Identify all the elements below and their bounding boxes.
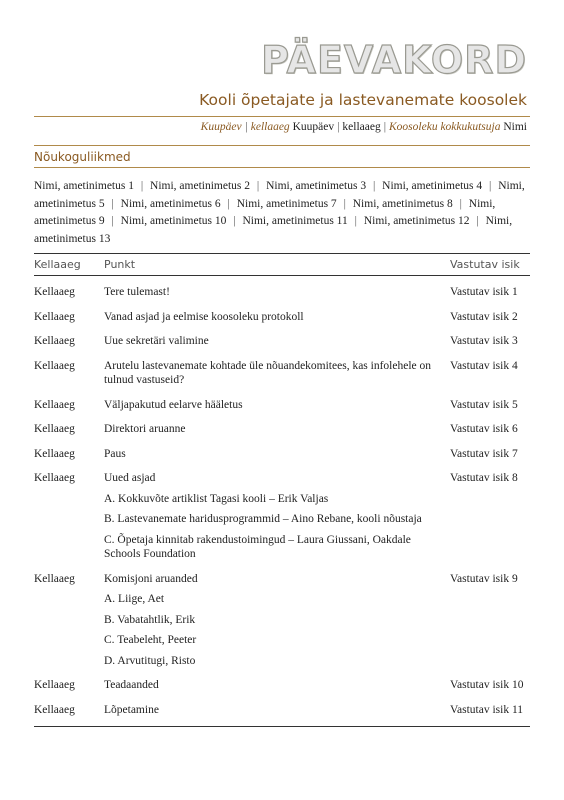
agenda-responsible-person: Vastutav isik 8: [450, 472, 518, 484]
agenda-row: [34, 388, 530, 413]
agenda-row: [34, 562, 530, 669]
agenda-time: Kellaaeg: [34, 286, 75, 298]
agenda-item: Tere tulemast!: [104, 286, 170, 298]
member-separator: |: [111, 215, 114, 227]
agenda-header: [34, 253, 530, 276]
agenda-item: Uue sekretäri valimine: [104, 335, 209, 347]
member-separator: |: [256, 180, 260, 192]
agenda-subitem: C. Õpetaja kinnitab rakendustoimingud – Laura Giussani, Oakdale Schools Foundation: [104, 533, 411, 560]
member-entry: Nimi, ametinimetus 11: [242, 215, 348, 227]
member-separator: |: [111, 197, 114, 210]
agenda-row: [34, 324, 530, 349]
agenda-time: Kellaaeg: [34, 398, 75, 411]
agenda-time: Kellaaeg: [34, 572, 75, 585]
section-divider-top: [34, 145, 530, 146]
agenda-item: Arutelu lastevanemate kohtade üle nõuandekomitees, kas infolehele on tulnud vastuseid?: [104, 359, 431, 386]
member-entry: Nimi, ametinimetus 13: [34, 215, 513, 245]
member-separator: |: [459, 197, 462, 210]
agenda-item: Uued asjad: [104, 472, 156, 484]
date-value: Kuupäev: [292, 121, 335, 133]
member-separator: |: [476, 215, 479, 227]
member-separator: |: [140, 180, 144, 192]
agenda-item: Teadaanded: [104, 679, 159, 691]
agenda-row: [34, 693, 530, 718]
time-value: kellaaeg: [342, 121, 381, 133]
member-entry: Nimi, ametinimetus 10: [120, 215, 227, 227]
agenda-time: Kellaaeg: [34, 679, 75, 691]
member-entry: Nimi, ametinimetus 3: [266, 180, 367, 192]
agenda-row: [34, 668, 530, 693]
agenda-subitem: B. Lastevanemate haridusprogrammid – Aino Rebane, kooli nõustaja: [104, 513, 422, 525]
agenda-row: [34, 412, 530, 437]
member-entry: Nimi, ametinimetus 4: [382, 180, 483, 192]
agenda-time: Kellaaeg: [34, 335, 75, 347]
agenda-time: Kellaaeg: [34, 472, 75, 484]
agenda-item: Komisjoni aruanded: [104, 572, 198, 585]
member-entry: Nimi, ametinimetus 2: [150, 180, 251, 192]
agenda-item: Lõpetamine: [104, 703, 159, 716]
document-title: PÄEVAKORD: [261, 38, 527, 82]
agenda-row: [34, 276, 530, 300]
time-label: kellaaeg: [250, 121, 290, 133]
member-entry: Nimi, ametinimetus 6: [120, 197, 221, 210]
agenda-table: [34, 253, 530, 727]
agenda-responsible-person: Vastutav isik 6: [450, 423, 518, 435]
agenda-responsible-person: Vastutav isik 10: [450, 679, 524, 691]
section-divider-bottom: [34, 167, 530, 168]
agenda-responsible-person: Vastutav isik 2: [450, 310, 518, 323]
member-separator: |: [354, 215, 357, 227]
column-header-item: Punkt: [104, 258, 136, 271]
agenda-time: Kellaaeg: [34, 447, 75, 460]
member-entry: Nimi, ametinimetus 1: [34, 180, 134, 192]
convener-value: Nimi: [503, 121, 527, 133]
agenda-subitem: D. Arvutitugi, Risto: [104, 654, 196, 667]
agenda-time: Kellaaeg: [34, 423, 75, 435]
member-entry: Nimi, ametinimetus 7: [236, 197, 337, 210]
member-separator: |: [372, 180, 376, 192]
meeting-meta: [201, 120, 527, 134]
agenda-responsible-person: Vastutav isik 3: [450, 335, 518, 347]
agenda-item: Vanad asjad ja eelmise koosoleku protokoll: [104, 310, 304, 323]
member-separator: |: [227, 197, 230, 210]
agenda-row: [34, 461, 530, 562]
agenda-row: [34, 300, 530, 325]
agenda-responsible-person: Vastutav isik 1: [450, 286, 518, 298]
member-entry: Nimi, ametinimetus 12: [363, 215, 470, 227]
agenda-time: Kellaaeg: [34, 703, 75, 716]
meta-separator: |: [244, 121, 248, 133]
agenda-time: Kellaaeg: [34, 310, 75, 323]
agenda-time: Kellaaeg: [34, 359, 75, 372]
meeting-subtitle: Kooli õpetajate ja lastevanemate koosolek: [199, 91, 527, 109]
member-separator: |: [489, 180, 492, 192]
agenda-item: Väljapakutud eelarve hääletus: [104, 398, 243, 411]
member-entry: Nimi, ametinimetus 9: [34, 197, 496, 227]
column-header-person: Vastutav isik: [450, 258, 520, 271]
meta-separator: |: [383, 121, 387, 133]
member-entry: Nimi, ametinimetus 8: [352, 197, 453, 210]
agenda-responsible-person: Vastutav isik 4: [450, 359, 518, 372]
agenda-responsible-person: Vastutav isik 11: [450, 703, 524, 716]
member-separator: |: [343, 197, 346, 210]
agenda-bottom-rule: [34, 726, 530, 727]
agenda-rows: [34, 276, 530, 726]
agenda-responsible-person: Vastutav isik 5: [450, 398, 518, 411]
agenda-row: [34, 437, 530, 462]
agenda-row: [34, 349, 530, 388]
agenda-subitem: C. Teabeleht, Peeter: [104, 634, 197, 646]
header-divider: [34, 116, 530, 117]
agenda-subitem: B. Vabatahtlik, Erik: [104, 613, 196, 626]
agenda-item: Paus: [104, 447, 126, 460]
convener-label: Koosoleku kokkukutsuja: [389, 121, 501, 133]
date-label: Kuupäev: [200, 121, 242, 133]
agenda-responsible-person: Vastutav isik 7: [450, 447, 518, 460]
members-heading: Nõukoguliikmed: [34, 150, 131, 164]
meta-separator: |: [337, 121, 340, 133]
members-list: [34, 178, 530, 248]
column-header-time: Kellaaeg: [34, 258, 81, 271]
agenda-end-spacer: [34, 717, 530, 726]
agenda-responsible-person: Vastutav isik 9: [450, 572, 518, 585]
agenda-item: Direktori aruanne: [104, 423, 186, 435]
member-separator: |: [233, 215, 236, 227]
agenda-subitem: A. Kokkuvõte artiklist Tagasi kooli – Erik Valjas: [104, 492, 329, 505]
member-entry: Nimi, ametinimetus 5: [34, 180, 525, 210]
agenda-subitem: A. Liige, Aet: [104, 593, 165, 605]
